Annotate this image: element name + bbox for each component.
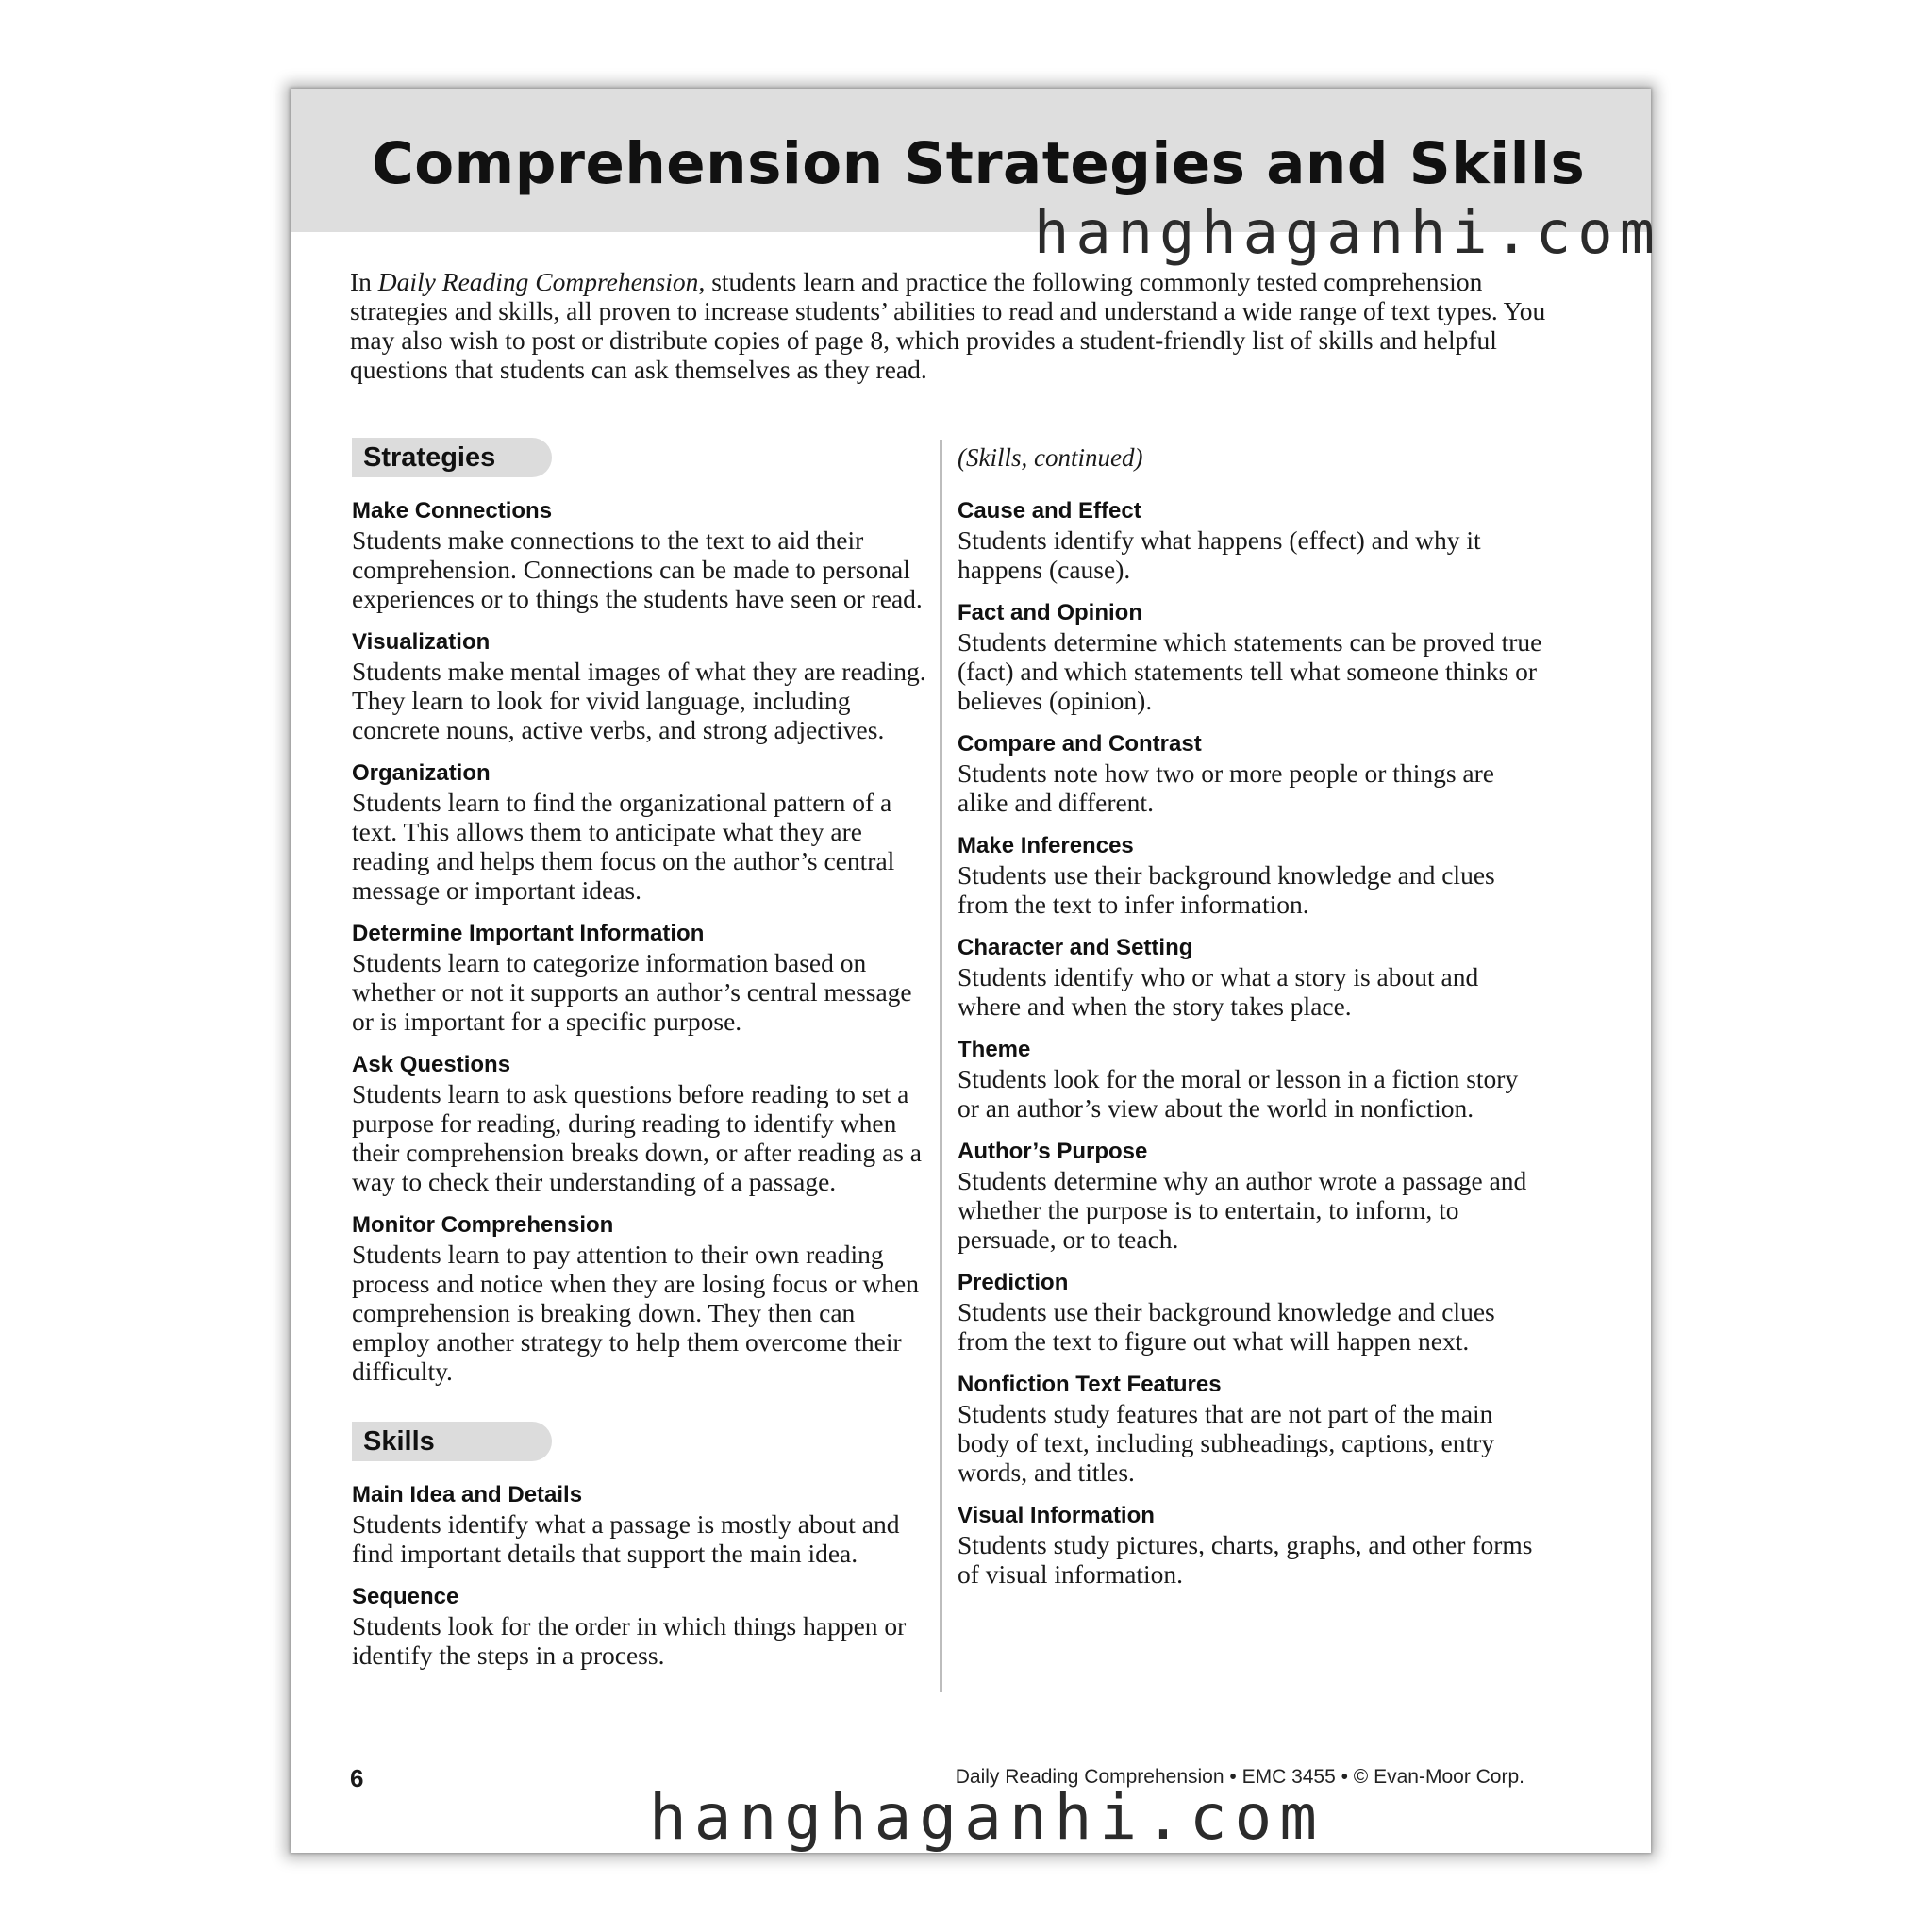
item-heading: Prediction xyxy=(958,1270,1069,1295)
strategy-item xyxy=(352,1210,937,1386)
item-heading: Main Idea and Details xyxy=(352,1482,583,1507)
skill-item xyxy=(958,496,1542,584)
item-heading: Sequence xyxy=(352,1584,459,1609)
strategy-item xyxy=(352,919,937,1036)
item-heading: Author’s Purpose xyxy=(958,1139,1148,1164)
item-heading: Cause and Effect xyxy=(958,498,1141,524)
skill-item xyxy=(958,933,1542,1021)
item-heading: Ask Questions xyxy=(352,1052,511,1077)
item-heading: Determine Important Information xyxy=(352,921,705,946)
footer-credit: Daily Reading Comprehension • EMC 3455 • © Evan-Moor Corp. xyxy=(955,1766,1524,1788)
strategy-item xyxy=(352,758,937,905)
item-heading: Monitor Comprehension xyxy=(352,1212,614,1238)
item-text: Students learn to pay attention to their own reading process and notice when they are losing focus or when comprehension is breaking down. They then can employ another strategy to help them overcome their difficulty. xyxy=(352,1240,919,1386)
skill-item xyxy=(958,598,1542,715)
watermark-top: hanghaganhi.com xyxy=(1034,198,1661,267)
item-text: Students make mental images of what they are reading. They learn to look for vivid language, including concrete nouns, active verbs, and strong adjectives. xyxy=(352,657,926,744)
watermark-bottom: hanghaganhi.com xyxy=(649,1781,1325,1854)
item-text: Students use their background knowledge and clues from the text to figure out what will happen next. xyxy=(958,1297,1495,1356)
skill-item xyxy=(958,1370,1542,1487)
item-text: Students determine which statements can be proved true (fact) and which statements tell what someone thinks or believes (opinion). xyxy=(958,627,1542,715)
skill-item xyxy=(958,1501,1542,1589)
item-heading: Organization xyxy=(352,760,491,786)
column-divider xyxy=(940,440,942,1692)
item-text: Students note how two or more people or things are alike and different. xyxy=(958,758,1494,817)
item-text: Students identify what a passage is mostly about and find important details that support the main idea. xyxy=(352,1509,900,1568)
item-heading: Fact and Opinion xyxy=(958,600,1142,625)
item-text: Students look for the order in which things happen or identify the steps in a process. xyxy=(352,1611,907,1670)
item-heading: Character and Setting xyxy=(958,935,1193,960)
intro-book-title: Daily Reading Comprehension xyxy=(377,267,699,296)
left-column xyxy=(352,438,937,1684)
skill-item xyxy=(958,1035,1542,1123)
strategies-heading: Strategies xyxy=(352,438,552,477)
page-title: Comprehension Strategies and Skills xyxy=(372,130,1586,197)
item-heading: Visual Information xyxy=(958,1503,1155,1528)
skill-item xyxy=(958,1137,1542,1254)
intro-before: In xyxy=(350,267,378,296)
item-text: Students learn to ask questions before reading to set a purpose for reading, during reading to identify when their comprehension breaks down, or after reading as a way to check their understanding of a passage. xyxy=(352,1079,923,1196)
skills-heading: Skills xyxy=(352,1422,552,1461)
skills-continued-label: (Skills, continued) xyxy=(958,443,1143,472)
item-text: Students study features that are not part of the main body of text, including subheadings, captions, entry words, and titles. xyxy=(958,1399,1495,1487)
item-heading: Compare and Contrast xyxy=(958,731,1202,757)
skill-item xyxy=(958,831,1542,919)
item-text: Students determine why an author wrote a passage and whether the purpose is to entertain, to inform, to persuade, or to teach. xyxy=(958,1166,1527,1254)
intro-paragraph xyxy=(350,267,1550,384)
strategy-item xyxy=(352,496,937,613)
item-heading: Make Connections xyxy=(352,498,553,524)
item-text: Students learn to categorize information based on whether or not it supports an author’s central message or is important for a specific purpose. xyxy=(352,948,912,1036)
page-number: 6 xyxy=(350,1764,364,1792)
strategy-item xyxy=(352,627,937,744)
item-text: Students learn to find the organizational pattern of a text. This allows them to anticipate what they are reading and helps them focus on the author’s central message or important ideas. xyxy=(352,788,895,905)
item-heading: Theme xyxy=(958,1037,1031,1062)
skill-item xyxy=(352,1480,937,1568)
intro-after: , students learn and practice the following commonly tested comprehension strategies and skills, all proven to increase students’ abilities to read and understand a wide range of text types. You may also wish to post or distribute copies of page 8, which provides a student-friendly list of skills and helpful questions that students can ask themselves as they read. xyxy=(350,267,1546,384)
item-text: Students make connections to the text to aid their comprehension. Connections can be made to personal experiences or to things the students have seen or read. xyxy=(352,525,923,613)
item-text: Students look for the moral or lesson in a fiction story or an author’s view about the world in nonfiction. xyxy=(958,1064,1519,1123)
item-text: Students identify what happens (effect) and why it happens (cause). xyxy=(958,525,1481,584)
right-column xyxy=(958,438,1542,1603)
skills-section xyxy=(352,1422,937,1670)
skill-item xyxy=(958,729,1542,817)
skill-item xyxy=(958,1268,1542,1356)
skill-item xyxy=(352,1582,937,1670)
item-text: Students identify who or what a story is about and where and when the story takes place. xyxy=(958,962,1479,1021)
item-heading: Make Inferences xyxy=(958,833,1134,858)
item-heading: Nonfiction Text Features xyxy=(958,1372,1222,1397)
item-text: Students study pictures, charts, graphs, and other forms of visual information. xyxy=(958,1530,1533,1589)
strategy-item xyxy=(352,1050,937,1196)
item-text: Students use their background knowledge and clues from the text to infer information. xyxy=(958,860,1495,919)
item-heading: Visualization xyxy=(352,629,491,655)
